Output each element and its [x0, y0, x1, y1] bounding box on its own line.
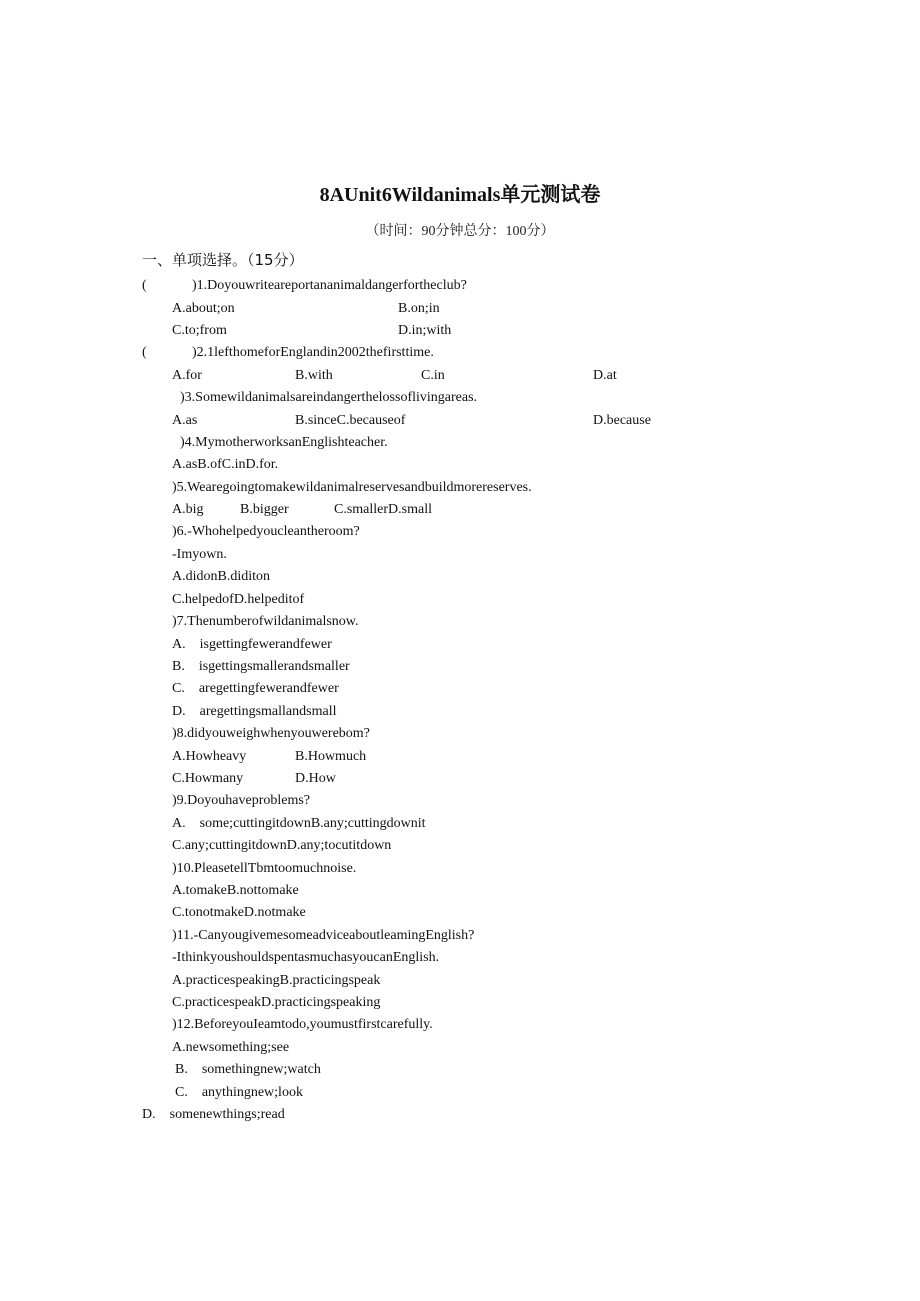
option-a: A.Howheavy [172, 749, 247, 764]
question-stem: )2.1lefthomeforEnglandin2002thefirsttime. [192, 345, 434, 360]
option-a-b: A.didonB.diditon [172, 569, 271, 584]
option-b: B.with [295, 368, 333, 383]
option-text: aregettingfewerandfewer [198, 681, 339, 696]
option-c [172, 680, 339, 698]
option-a-b [172, 815, 426, 833]
option-a: A.as [172, 413, 198, 428]
option-text: anythingnew;look [201, 1085, 303, 1100]
exam-info: （时间：90分钟总分：100分） [365, 224, 555, 239]
option-b-c: B.sinceC.becauseof [295, 413, 406, 428]
question-2 [142, 344, 434, 362]
question-4: )4.MymotherworksanEnglishteacher. [180, 435, 388, 450]
option-d: D.How [295, 771, 336, 786]
option-c-d: C.smallerD.small [334, 502, 432, 517]
question-10: )10.PleasetellTbmtoomuchnoise. [172, 861, 357, 876]
option-a: A.for [172, 368, 202, 383]
option-text: somethingnew;watch [201, 1062, 321, 1077]
question-1 [142, 277, 467, 295]
option-a-b: A.practicespeakingB.practicingspeak [172, 973, 381, 988]
option-a [172, 636, 332, 654]
options: A.asB.ofC.inD.for. [172, 457, 279, 472]
option-d [172, 703, 336, 721]
option-c [175, 1084, 303, 1102]
option-c-d: C.any;cuttingitdownD.any;tocutitdown [172, 838, 392, 853]
question-11: )11.-CanyougivemesomeadviceaboutleamingEnglish? [172, 928, 475, 943]
option-d: D.because [593, 413, 651, 428]
option-a: A.about;on [172, 301, 235, 316]
option-letter: C. [172, 681, 185, 696]
option-letter: B. [175, 1062, 188, 1077]
question-12: )12.BeforeyouIeamtodo,youmustfirstcarefully. [172, 1017, 433, 1032]
option-c-d: C.tonotmakeD.notmake [172, 905, 306, 920]
page-title: 8AUnit6Wildanimals单元测试卷 [319, 184, 601, 206]
question-9: )9.Doyouhaveproblems? [172, 793, 311, 808]
question-6: )6.-Whohelpedyoucleantheroom? [172, 524, 360, 539]
option-letter: A. [172, 816, 186, 831]
option-d: D.in;with [398, 323, 452, 338]
option-a: A.big [172, 502, 204, 517]
option-c-d: C.practicespeakD.practicingspeaking [172, 995, 381, 1010]
answer-paren: ( [142, 278, 147, 293]
question-8: )8.didyouweighwhenyouwerebom? [172, 726, 370, 741]
section-heading: 一、单项选择。（15分） [142, 251, 304, 269]
option-d: D.at [593, 368, 617, 383]
option-c: C.to;from [172, 323, 227, 338]
option-letter: C. [175, 1085, 188, 1100]
option-b: B.bigger [240, 502, 289, 517]
option-letter: B. [172, 659, 185, 674]
dialogue-reply: -IthinkyoushouldspentasmuchasyoucanEnglish. [172, 950, 440, 965]
option-text: some;cuttingitdownB.any;cuttingdownit [199, 816, 426, 831]
option-a: A.newsomething;see [172, 1040, 290, 1055]
question-5: )5.Wearegoingtomakewildanimalreservesandbuildmorereserves. [172, 480, 532, 495]
option-letter: D. [172, 704, 186, 719]
option-b: B.Howmuch [295, 749, 367, 764]
option-b [172, 658, 350, 676]
dialogue-reply: -Imyown. [172, 547, 227, 562]
option-b [175, 1061, 321, 1079]
option-c: C.in [421, 368, 445, 383]
question-3: )3.Somewildanimalsareindangerthelossoflivingareas. [180, 390, 478, 405]
option-text: isgettingsmallerandsmaller [198, 659, 350, 674]
option-text: somenewthings;read [169, 1107, 285, 1122]
option-d [142, 1106, 285, 1124]
option-text: aregettingsmallandsmall [199, 704, 337, 719]
question-stem: )1.Doyouwriteareportananimaldangerfortheclub? [192, 278, 467, 293]
option-letter: D. [142, 1107, 156, 1122]
option-b: B.on;in [398, 301, 440, 316]
option-letter: A. [172, 637, 186, 652]
question-7: )7.Thenumberofwildanimalsnow. [172, 614, 359, 629]
option-c-d: C.helpedofD.helpeditof [172, 592, 305, 607]
option-text: isgettingfewerandfewer [199, 637, 332, 652]
option-c: C.Howmany [172, 771, 244, 786]
option-a-b: A.tomakeB.nottomake [172, 883, 299, 898]
answer-paren: ( [142, 345, 147, 360]
